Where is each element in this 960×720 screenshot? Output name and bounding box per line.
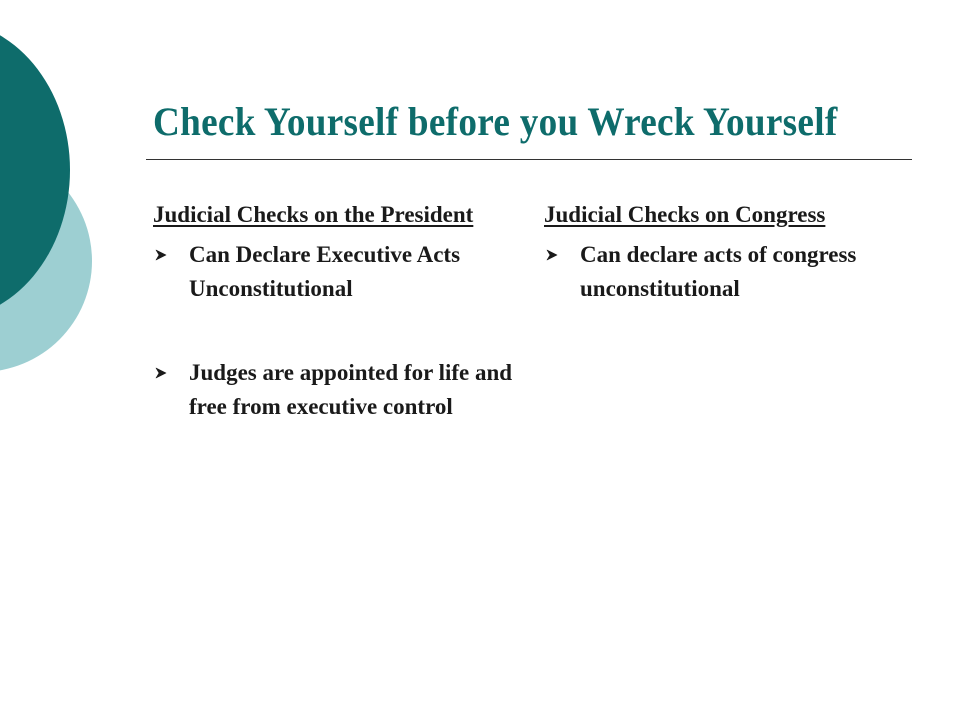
right-column	[544, 198, 934, 306]
arrow-bullet-icon	[155, 367, 167, 379]
left-bullet-list	[153, 238, 528, 424]
bullet-text: Judges are appointed for life and free from executive control	[189, 360, 513, 419]
right-column-heading: Judicial Checks on Congress	[544, 202, 826, 227]
title-divider	[146, 159, 912, 160]
bullet-text: Can Declare Executive Acts Unconstitutional	[189, 242, 461, 301]
list-item	[153, 356, 528, 424]
list-item	[544, 238, 934, 306]
arrow-bullet-icon	[546, 249, 558, 261]
bullet-text: Can declare acts of congress unconstitutional	[580, 242, 857, 301]
right-bullet-list	[544, 238, 934, 306]
slide-title: Check Yourself before you Wreck Yourself	[153, 99, 838, 144]
list-item	[153, 238, 528, 306]
left-column-heading: Judicial Checks on the President	[153, 202, 474, 227]
arrow-bullet-icon	[155, 249, 167, 261]
left-column	[153, 198, 528, 424]
